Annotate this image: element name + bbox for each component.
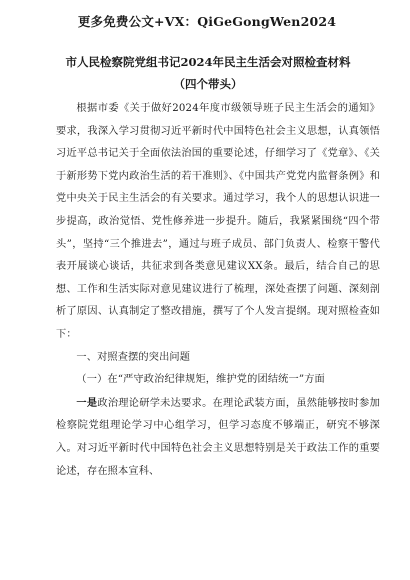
- intro-paragraph: 根据市委《关于做好2024年度市级领导班子民主生活会的通知》要求，我深入学习贯彻习近平新时代中国特色社会主义思想，认真领悟习近平总书记关于全面依法治国的重要论述，仔细学习了《党章》、《关于新形势下党内政治生活的若干准则》、《中国共产党党内监督条例》和党中央关于民主生活会的有关要求。通过学习，我个人的思想认识进一步提高，政治觉悟、党性修养进一步提升。随后，我紧紧围绕“四个带头”，坚持“三个推进去”，通过与班子成员、部门负责人、检察干警代表开展谈心谈话，共征求到各类意见建议XX条。最后，结合自己的思想、工作和生活实际对意见建议进行了梳理，深处查摆了问题、深刻剖析了原因、认真制定了整改措施，撰写了个人发言提纲。现对照检查如下：: [56, 103, 380, 340]
- document-subtitle: （四个带头）: [173, 77, 243, 91]
- document-title: 市人民检察院党组书记2024年民主生活会对照检查材料: [65, 55, 351, 69]
- point-paragraph: [56, 392, 380, 483]
- subsection-heading: （一）在“严守政治纪律规矩，维护党的团结统一”方面: [76, 374, 325, 386]
- promo-banner: 更多免费公文+VX：QiGeGongWen2024: [77, 14, 337, 29]
- point-text: 政治理论研学未达要求。在理论武装方面，虽然能够按时参加检察院党组理论学习中心组学习，但学习态度不够端正，研究不够深入。对习近平新时代中国特色社会主义思想特别是关于政法工作的重要论述，存在照本宣科、: [56, 397, 380, 477]
- point-lead: 一是: [76, 396, 98, 409]
- section-heading: 一、对照查摆的突出问题: [76, 351, 191, 363]
- document-body: [56, 98, 380, 483]
